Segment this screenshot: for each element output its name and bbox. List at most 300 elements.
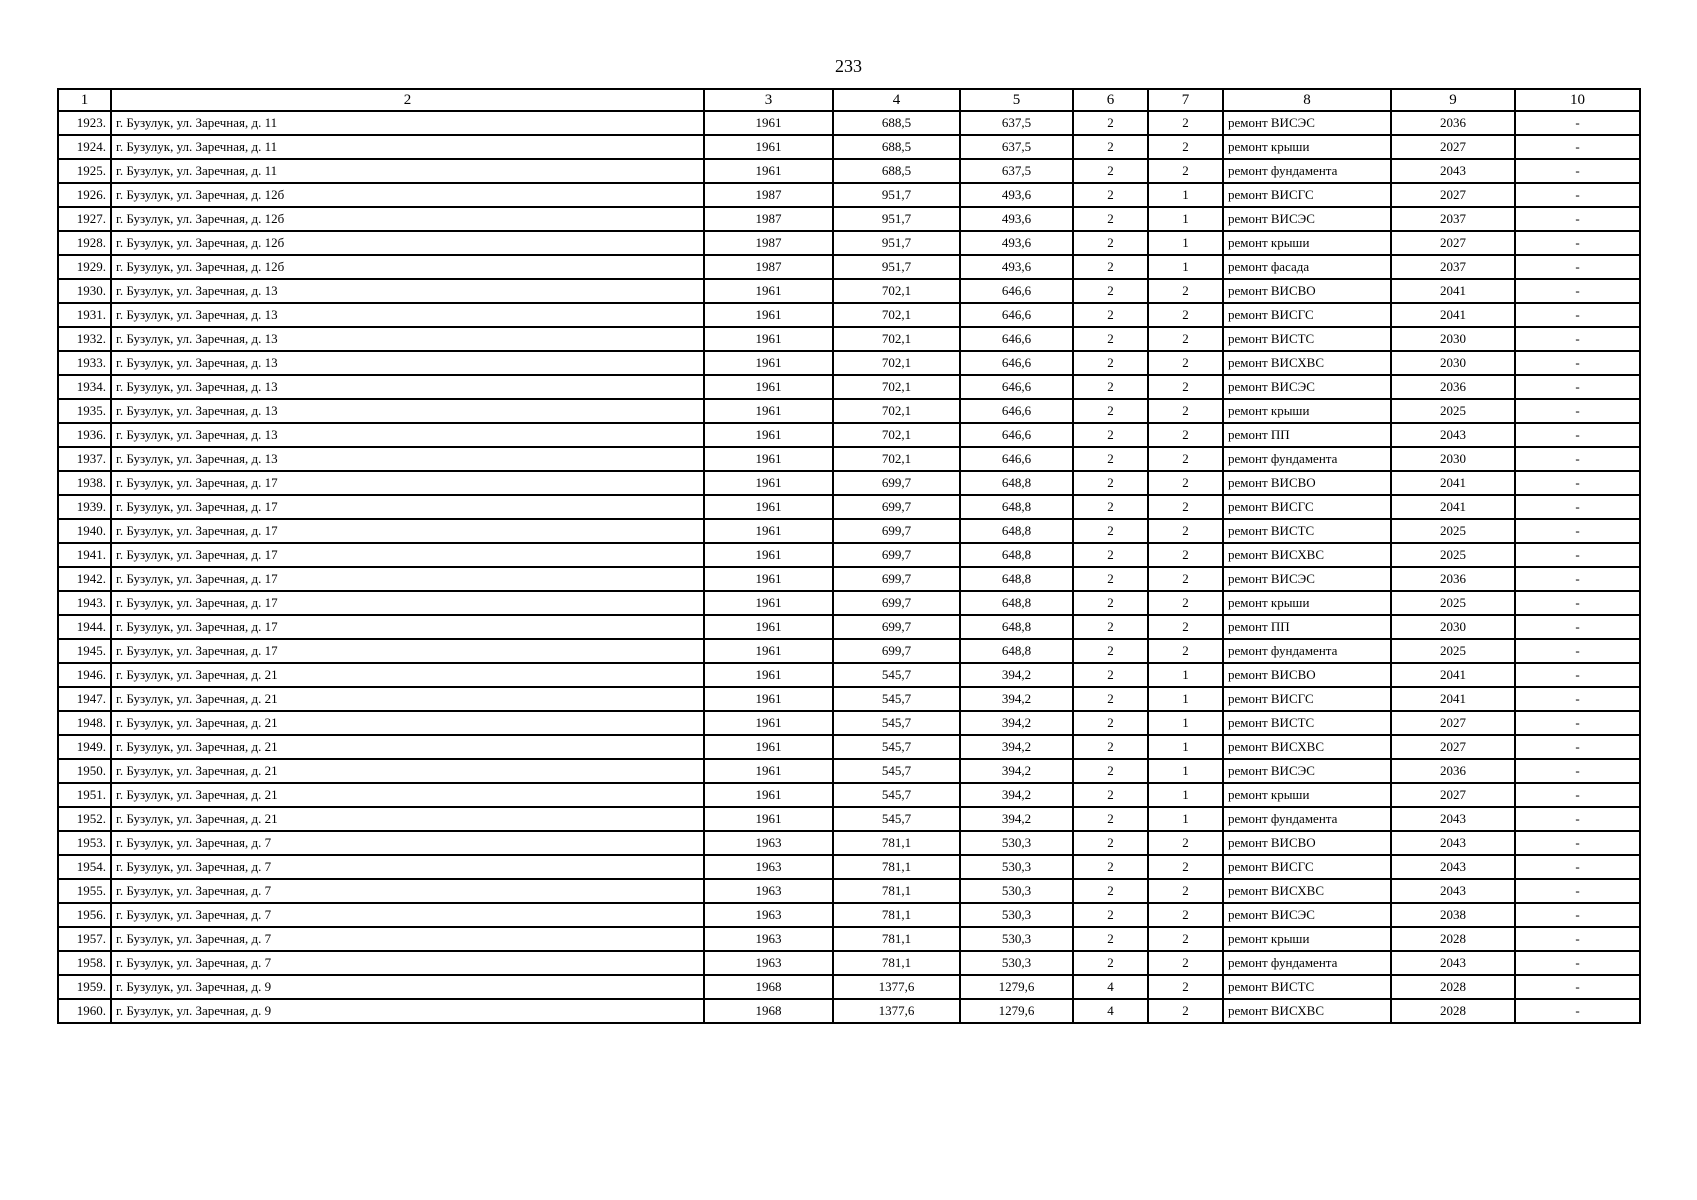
cell-address: г. Бузулук, ул. Заречная, д. 9 [111, 999, 704, 1023]
cell-living-area: 493,6 [960, 255, 1073, 279]
cell-build-year: 1968 [704, 999, 833, 1023]
cell-total-area: 702,1 [833, 447, 960, 471]
table-row [58, 567, 1640, 591]
cell-planned-year: 2027 [1391, 735, 1515, 759]
table-row [58, 423, 1640, 447]
cell-row-number: 1950. [58, 759, 111, 783]
cell-entrances: 2 [1148, 831, 1223, 855]
table-row [58, 351, 1640, 375]
cell-planned-year: 2043 [1391, 879, 1515, 903]
cell-address: г. Бузулук, ул. Заречная, д. 13 [111, 303, 704, 327]
table-row [58, 807, 1640, 831]
cell-build-year: 1961 [704, 663, 833, 687]
table-row [58, 255, 1640, 279]
cell-planned-year: 2036 [1391, 111, 1515, 135]
cell-living-area: 394,2 [960, 663, 1073, 687]
table-row [58, 879, 1640, 903]
cell-note: - [1515, 999, 1640, 1023]
cell-living-area: 493,6 [960, 231, 1073, 255]
cell-work-type: ремонт крыши [1223, 399, 1391, 423]
cell-planned-year: 2043 [1391, 951, 1515, 975]
cell-address: г. Бузулук, ул. Заречная, д. 17 [111, 615, 704, 639]
cell-note: - [1515, 639, 1640, 663]
cell-row-number: 1941. [58, 543, 111, 567]
cell-note: - [1515, 447, 1640, 471]
cell-row-number: 1955. [58, 879, 111, 903]
cell-build-year: 1987 [704, 255, 833, 279]
cell-work-type: ремонт фундамента [1223, 159, 1391, 183]
cell-total-area: 699,7 [833, 567, 960, 591]
cell-note: - [1515, 327, 1640, 351]
table-row [58, 591, 1640, 615]
cell-entrances: 2 [1148, 375, 1223, 399]
table-row [58, 951, 1640, 975]
cell-row-number: 1939. [58, 495, 111, 519]
cell-planned-year: 2038 [1391, 903, 1515, 927]
cell-floors: 4 [1073, 999, 1148, 1023]
cell-work-type: ремонт ПП [1223, 423, 1391, 447]
cell-living-area: 493,6 [960, 207, 1073, 231]
cell-work-type: ремонт ВИСХВС [1223, 999, 1391, 1023]
cell-floors: 2 [1073, 519, 1148, 543]
cell-planned-year: 2036 [1391, 375, 1515, 399]
table-row [58, 783, 1640, 807]
cell-living-area: 530,3 [960, 927, 1073, 951]
cell-work-type: ремонт фасада [1223, 255, 1391, 279]
cell-planned-year: 2027 [1391, 231, 1515, 255]
cell-planned-year: 2041 [1391, 663, 1515, 687]
cell-living-area: 394,2 [960, 807, 1073, 831]
cell-floors: 2 [1073, 591, 1148, 615]
cell-entrances: 2 [1148, 135, 1223, 159]
cell-note: - [1515, 375, 1640, 399]
cell-work-type: ремонт ВИСХВС [1223, 879, 1391, 903]
cell-entrances: 2 [1148, 567, 1223, 591]
table-row [58, 831, 1640, 855]
cell-row-number: 1929. [58, 255, 111, 279]
cell-note: - [1515, 135, 1640, 159]
cell-row-number: 1930. [58, 279, 111, 303]
cell-total-area: 545,7 [833, 711, 960, 735]
cell-row-number: 1948. [58, 711, 111, 735]
cell-planned-year: 2028 [1391, 975, 1515, 999]
cell-note: - [1515, 207, 1640, 231]
cell-address: г. Бузулук, ул. Заречная, д. 7 [111, 879, 704, 903]
cell-planned-year: 2041 [1391, 303, 1515, 327]
cell-total-area: 951,7 [833, 183, 960, 207]
cell-entrances: 1 [1148, 687, 1223, 711]
cell-work-type: ремонт ПП [1223, 615, 1391, 639]
cell-note: - [1515, 615, 1640, 639]
cell-work-type: ремонт ВИСТС [1223, 519, 1391, 543]
cell-work-type: ремонт ВИСВО [1223, 663, 1391, 687]
cell-address: г. Бузулук, ул. Заречная, д. 17 [111, 471, 704, 495]
cell-planned-year: 2037 [1391, 255, 1515, 279]
cell-row-number: 1943. [58, 591, 111, 615]
cell-row-number: 1940. [58, 519, 111, 543]
cell-entrances: 1 [1148, 183, 1223, 207]
cell-entrances: 2 [1148, 543, 1223, 567]
cell-living-area: 493,6 [960, 183, 1073, 207]
table-row [58, 447, 1640, 471]
cell-planned-year: 2043 [1391, 423, 1515, 447]
cell-living-area: 530,3 [960, 903, 1073, 927]
cell-build-year: 1961 [704, 591, 833, 615]
cell-row-number: 1958. [58, 951, 111, 975]
cell-planned-year: 2025 [1391, 639, 1515, 663]
cell-living-area: 648,8 [960, 543, 1073, 567]
table-row [58, 543, 1640, 567]
cell-note: - [1515, 111, 1640, 135]
cell-entrances: 1 [1148, 807, 1223, 831]
cell-address: г. Бузулук, ул. Заречная, д. 21 [111, 711, 704, 735]
cell-note: - [1515, 711, 1640, 735]
cell-total-area: 702,1 [833, 423, 960, 447]
cell-note: - [1515, 231, 1640, 255]
cell-floors: 2 [1073, 423, 1148, 447]
cell-living-area: 648,8 [960, 519, 1073, 543]
cell-living-area: 648,8 [960, 495, 1073, 519]
cell-address: г. Бузулук, ул. Заречная, д. 13 [111, 423, 704, 447]
cell-planned-year: 2036 [1391, 567, 1515, 591]
cell-planned-year: 2025 [1391, 519, 1515, 543]
cell-total-area: 545,7 [833, 735, 960, 759]
table-row [58, 999, 1640, 1023]
cell-living-area: 637,5 [960, 159, 1073, 183]
cell-entrances: 1 [1148, 783, 1223, 807]
cell-planned-year: 2030 [1391, 615, 1515, 639]
cell-work-type: ремонт фундамента [1223, 951, 1391, 975]
cell-floors: 4 [1073, 975, 1148, 999]
header-row [58, 89, 1640, 111]
cell-floors: 2 [1073, 279, 1148, 303]
cell-address: г. Бузулук, ул. Заречная, д. 12б [111, 255, 704, 279]
cell-floors: 2 [1073, 207, 1148, 231]
table-row [58, 135, 1640, 159]
column-header-3: 3 [704, 89, 833, 111]
cell-work-type: ремонт крыши [1223, 591, 1391, 615]
cell-living-area: 530,3 [960, 855, 1073, 879]
cell-floors: 2 [1073, 615, 1148, 639]
column-header-2: 2 [111, 89, 704, 111]
cell-build-year: 1987 [704, 183, 833, 207]
table-row [58, 183, 1640, 207]
table-row [58, 471, 1640, 495]
cell-address: г. Бузулук, ул. Заречная, д. 21 [111, 687, 704, 711]
cell-work-type: ремонт ВИСЭС [1223, 111, 1391, 135]
cell-entrances: 2 [1148, 615, 1223, 639]
cell-row-number: 1928. [58, 231, 111, 255]
cell-entrances: 2 [1148, 951, 1223, 975]
cell-build-year: 1961 [704, 375, 833, 399]
cell-entrances: 2 [1148, 327, 1223, 351]
cell-work-type: ремонт ВИСВО [1223, 831, 1391, 855]
cell-floors: 2 [1073, 399, 1148, 423]
cell-build-year: 1961 [704, 783, 833, 807]
cell-address: г. Бузулук, ул. Заречная, д. 21 [111, 735, 704, 759]
column-header-5: 5 [960, 89, 1073, 111]
cell-planned-year: 2028 [1391, 999, 1515, 1023]
table-row [58, 903, 1640, 927]
cell-total-area: 951,7 [833, 207, 960, 231]
cell-row-number: 1926. [58, 183, 111, 207]
cell-floors: 2 [1073, 255, 1148, 279]
cell-note: - [1515, 471, 1640, 495]
cell-address: г. Бузулук, ул. Заречная, д. 7 [111, 831, 704, 855]
cell-work-type: ремонт фундамента [1223, 807, 1391, 831]
cell-living-area: 648,8 [960, 471, 1073, 495]
cell-note: - [1515, 951, 1640, 975]
cell-build-year: 1961 [704, 495, 833, 519]
cell-total-area: 951,7 [833, 231, 960, 255]
cell-living-area: 530,3 [960, 879, 1073, 903]
cell-floors: 2 [1073, 495, 1148, 519]
cell-address: г. Бузулук, ул. Заречная, д. 13 [111, 279, 704, 303]
cell-note: - [1515, 975, 1640, 999]
cell-build-year: 1961 [704, 327, 833, 351]
table-row [58, 399, 1640, 423]
cell-living-area: 637,5 [960, 111, 1073, 135]
cell-row-number: 1953. [58, 831, 111, 855]
cell-address: г. Бузулук, ул. Заречная, д. 11 [111, 159, 704, 183]
cell-build-year: 1961 [704, 735, 833, 759]
cell-living-area: 646,6 [960, 351, 1073, 375]
cell-total-area: 545,7 [833, 783, 960, 807]
cell-work-type: ремонт ВИСХВС [1223, 351, 1391, 375]
cell-build-year: 1963 [704, 927, 833, 951]
cell-build-year: 1961 [704, 543, 833, 567]
cell-total-area: 702,1 [833, 399, 960, 423]
cell-total-area: 781,1 [833, 927, 960, 951]
cell-planned-year: 2030 [1391, 447, 1515, 471]
cell-living-area: 646,6 [960, 447, 1073, 471]
cell-entrances: 2 [1148, 159, 1223, 183]
cell-work-type: ремонт ВИСТС [1223, 975, 1391, 999]
cell-total-area: 699,7 [833, 495, 960, 519]
cell-address: г. Бузулук, ул. Заречная, д. 7 [111, 855, 704, 879]
cell-total-area: 702,1 [833, 327, 960, 351]
cell-work-type: ремонт крыши [1223, 783, 1391, 807]
cell-note: - [1515, 927, 1640, 951]
cell-row-number: 1933. [58, 351, 111, 375]
cell-address: г. Бузулук, ул. Заречная, д. 17 [111, 591, 704, 615]
cell-floors: 2 [1073, 303, 1148, 327]
cell-build-year: 1961 [704, 615, 833, 639]
cell-living-area: 646,6 [960, 303, 1073, 327]
table-row [58, 159, 1640, 183]
cell-build-year: 1961 [704, 807, 833, 831]
column-header-6: 6 [1073, 89, 1148, 111]
column-header-9: 9 [1391, 89, 1515, 111]
cell-floors: 2 [1073, 807, 1148, 831]
cell-address: г. Бузулук, ул. Заречная, д. 11 [111, 111, 704, 135]
cell-total-area: 699,7 [833, 543, 960, 567]
cell-row-number: 1957. [58, 927, 111, 951]
cell-total-area: 699,7 [833, 519, 960, 543]
cell-build-year: 1961 [704, 351, 833, 375]
cell-total-area: 688,5 [833, 159, 960, 183]
table-row [58, 111, 1640, 135]
cell-row-number: 1937. [58, 447, 111, 471]
cell-planned-year: 2030 [1391, 351, 1515, 375]
cell-note: - [1515, 351, 1640, 375]
cell-total-area: 1377,6 [833, 999, 960, 1023]
cell-address: г. Бузулук, ул. Заречная, д. 12б [111, 207, 704, 231]
table-body [58, 111, 1640, 1023]
cell-row-number: 1956. [58, 903, 111, 927]
cell-entrances: 1 [1148, 231, 1223, 255]
cell-note: - [1515, 903, 1640, 927]
cell-work-type: ремонт ВИСВО [1223, 471, 1391, 495]
cell-row-number: 1946. [58, 663, 111, 687]
cell-work-type: ремонт крыши [1223, 135, 1391, 159]
cell-living-area: 648,8 [960, 591, 1073, 615]
cell-build-year: 1963 [704, 951, 833, 975]
page-number: 233 [835, 56, 862, 76]
cell-floors: 2 [1073, 111, 1148, 135]
cell-floors: 2 [1073, 831, 1148, 855]
cell-living-area: 530,3 [960, 831, 1073, 855]
cell-living-area: 394,2 [960, 759, 1073, 783]
table-row [58, 855, 1640, 879]
table-row [58, 615, 1640, 639]
cell-living-area: 648,8 [960, 639, 1073, 663]
cell-note: - [1515, 687, 1640, 711]
cell-living-area: 648,8 [960, 567, 1073, 591]
cell-address: г. Бузулук, ул. Заречная, д. 17 [111, 543, 704, 567]
cell-row-number: 1932. [58, 327, 111, 351]
cell-note: - [1515, 591, 1640, 615]
cell-planned-year: 2025 [1391, 591, 1515, 615]
cell-living-area: 646,6 [960, 375, 1073, 399]
cell-row-number: 1935. [58, 399, 111, 423]
cell-total-area: 951,7 [833, 255, 960, 279]
cell-work-type: ремонт крыши [1223, 231, 1391, 255]
cell-row-number: 1936. [58, 423, 111, 447]
cell-entrances: 2 [1148, 471, 1223, 495]
cell-floors: 2 [1073, 927, 1148, 951]
cell-note: - [1515, 495, 1640, 519]
cell-planned-year: 2043 [1391, 855, 1515, 879]
cell-planned-year: 2041 [1391, 687, 1515, 711]
cell-note: - [1515, 519, 1640, 543]
cell-living-area: 646,6 [960, 399, 1073, 423]
cell-floors: 2 [1073, 879, 1148, 903]
cell-total-area: 781,1 [833, 903, 960, 927]
cell-total-area: 702,1 [833, 279, 960, 303]
cell-floors: 2 [1073, 567, 1148, 591]
cell-work-type: ремонт ВИСЭС [1223, 759, 1391, 783]
cell-work-type: ремонт ВИСТС [1223, 327, 1391, 351]
cell-living-area: 394,2 [960, 735, 1073, 759]
cell-row-number: 1923. [58, 111, 111, 135]
cell-note: - [1515, 855, 1640, 879]
cell-entrances: 1 [1148, 255, 1223, 279]
cell-floors: 2 [1073, 903, 1148, 927]
cell-living-area: 530,3 [960, 951, 1073, 975]
cell-build-year: 1961 [704, 159, 833, 183]
cell-note: - [1515, 663, 1640, 687]
cell-work-type: ремонт ВИСГС [1223, 855, 1391, 879]
cell-entrances: 2 [1148, 591, 1223, 615]
column-header-1: 1 [58, 89, 111, 111]
cell-row-number: 1934. [58, 375, 111, 399]
cell-note: - [1515, 399, 1640, 423]
table-row [58, 519, 1640, 543]
table-row [58, 231, 1640, 255]
cell-note: - [1515, 879, 1640, 903]
cell-living-area: 1279,6 [960, 999, 1073, 1023]
cell-address: г. Бузулук, ул. Заречная, д. 13 [111, 327, 704, 351]
cell-note: - [1515, 255, 1640, 279]
table-row [58, 975, 1640, 999]
cell-build-year: 1963 [704, 855, 833, 879]
cell-build-year: 1961 [704, 135, 833, 159]
cell-entrances: 2 [1148, 303, 1223, 327]
cell-row-number: 1959. [58, 975, 111, 999]
cell-work-type: ремонт ВИСГС [1223, 495, 1391, 519]
cell-entrances: 2 [1148, 519, 1223, 543]
cell-note: - [1515, 279, 1640, 303]
cell-total-area: 699,7 [833, 591, 960, 615]
cell-row-number: 1944. [58, 615, 111, 639]
cell-note: - [1515, 735, 1640, 759]
cell-total-area: 781,1 [833, 831, 960, 855]
cell-total-area: 702,1 [833, 375, 960, 399]
cell-row-number: 1960. [58, 999, 111, 1023]
cell-floors: 2 [1073, 183, 1148, 207]
cell-total-area: 702,1 [833, 303, 960, 327]
cell-address: г. Бузулук, ул. Заречная, д. 21 [111, 807, 704, 831]
cell-address: г. Бузулук, ул. Заречная, д. 13 [111, 351, 704, 375]
column-header-8: 8 [1223, 89, 1391, 111]
cell-floors: 2 [1073, 351, 1148, 375]
cell-total-area: 781,1 [833, 879, 960, 903]
cell-planned-year: 2027 [1391, 135, 1515, 159]
cell-row-number: 1925. [58, 159, 111, 183]
column-header-7: 7 [1148, 89, 1223, 111]
cell-living-area: 1279,6 [960, 975, 1073, 999]
cell-entrances: 2 [1148, 399, 1223, 423]
cell-address: г. Бузулук, ул. Заречная, д. 12б [111, 183, 704, 207]
cell-work-type: ремонт ВИСЭС [1223, 903, 1391, 927]
cell-build-year: 1961 [704, 447, 833, 471]
cell-total-area: 781,1 [833, 951, 960, 975]
cell-total-area: 688,5 [833, 135, 960, 159]
cell-entrances: 2 [1148, 927, 1223, 951]
cell-address: г. Бузулук, ул. Заречная, д. 11 [111, 135, 704, 159]
cell-build-year: 1961 [704, 303, 833, 327]
cell-floors: 2 [1073, 543, 1148, 567]
cell-planned-year: 2043 [1391, 159, 1515, 183]
cell-row-number: 1954. [58, 855, 111, 879]
cell-build-year: 1961 [704, 567, 833, 591]
cell-address: г. Бузулук, ул. Заречная, д. 9 [111, 975, 704, 999]
cell-note: - [1515, 807, 1640, 831]
cell-entrances: 1 [1148, 759, 1223, 783]
cell-build-year: 1963 [704, 879, 833, 903]
cell-note: - [1515, 759, 1640, 783]
cell-note: - [1515, 159, 1640, 183]
cell-address: г. Бузулук, ул. Заречная, д. 17 [111, 567, 704, 591]
cell-floors: 2 [1073, 735, 1148, 759]
cell-entrances: 2 [1148, 495, 1223, 519]
cell-entrances: 2 [1148, 855, 1223, 879]
cell-entrances: 2 [1148, 975, 1223, 999]
cell-living-area: 394,2 [960, 711, 1073, 735]
cell-build-year: 1961 [704, 639, 833, 663]
cell-address: г. Бузулук, ул. Заречная, д. 13 [111, 399, 704, 423]
